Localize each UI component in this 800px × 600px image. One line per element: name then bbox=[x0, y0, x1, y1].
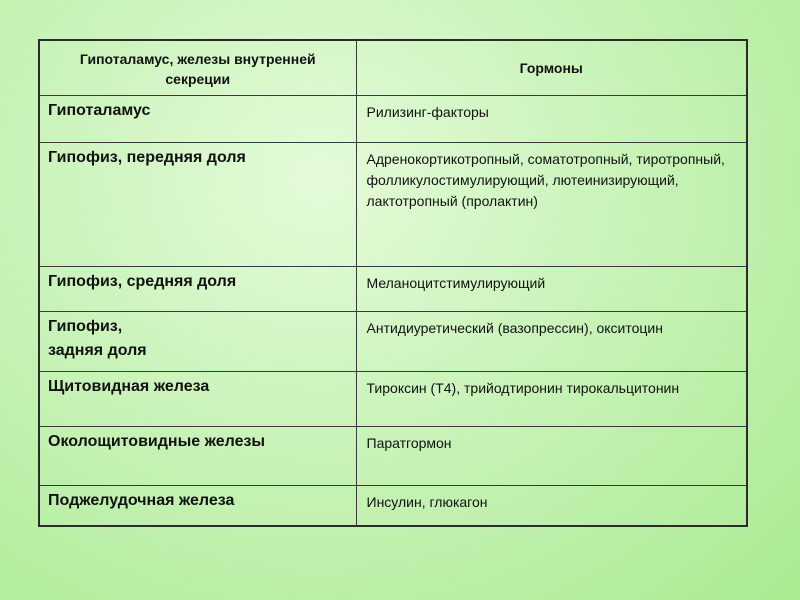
table-row bbox=[39, 96, 747, 143]
gland-hormone-table bbox=[38, 39, 748, 527]
table-row bbox=[39, 267, 747, 312]
gland-cell: Поджелудочная железа bbox=[39, 486, 356, 526]
hormones-cell: Рилизинг-факторы bbox=[356, 96, 747, 143]
gland-cell: Гипоталамус bbox=[39, 96, 356, 143]
gland-cell: Щитовидная железа bbox=[39, 372, 356, 427]
hormones-cell: Адренокортикотропный, соматотропный, тиротропный, фолликулостимулирующий, лютеинизирующий, лактотропный (пролактин) bbox=[356, 143, 747, 267]
table-row bbox=[39, 427, 747, 486]
table-row bbox=[39, 486, 747, 526]
hormones-cell: Паратгормон bbox=[356, 427, 747, 486]
table-row bbox=[39, 372, 747, 427]
gland-cell: Гипофиз, средняя доля bbox=[39, 267, 356, 312]
table-header-row bbox=[39, 40, 747, 96]
header-gland-column: Гипоталамус, железы внутренней секреции bbox=[39, 40, 356, 96]
gland-cell: Околощитовидные железы bbox=[39, 427, 356, 486]
gland-cell: Гипофиз, передняя доля bbox=[39, 143, 356, 267]
gland-cell bbox=[39, 312, 356, 372]
table-row bbox=[39, 312, 747, 372]
hormones-cell: Тироксин (Т4), трийодтиронин тирокальцитонин bbox=[356, 372, 747, 427]
header-hormones-column: Гормоны bbox=[356, 40, 747, 96]
hormones-cell: Меланоцитстимулирующий bbox=[356, 267, 747, 312]
gland-cell-text: Гипофиз, задняя доля bbox=[48, 318, 147, 359]
table-row bbox=[39, 143, 747, 267]
hormones-cell: Антидиуретический (вазопрессин), окситоцин bbox=[356, 312, 747, 372]
hormones-cell: Инсулин, глюкагон bbox=[356, 486, 747, 526]
